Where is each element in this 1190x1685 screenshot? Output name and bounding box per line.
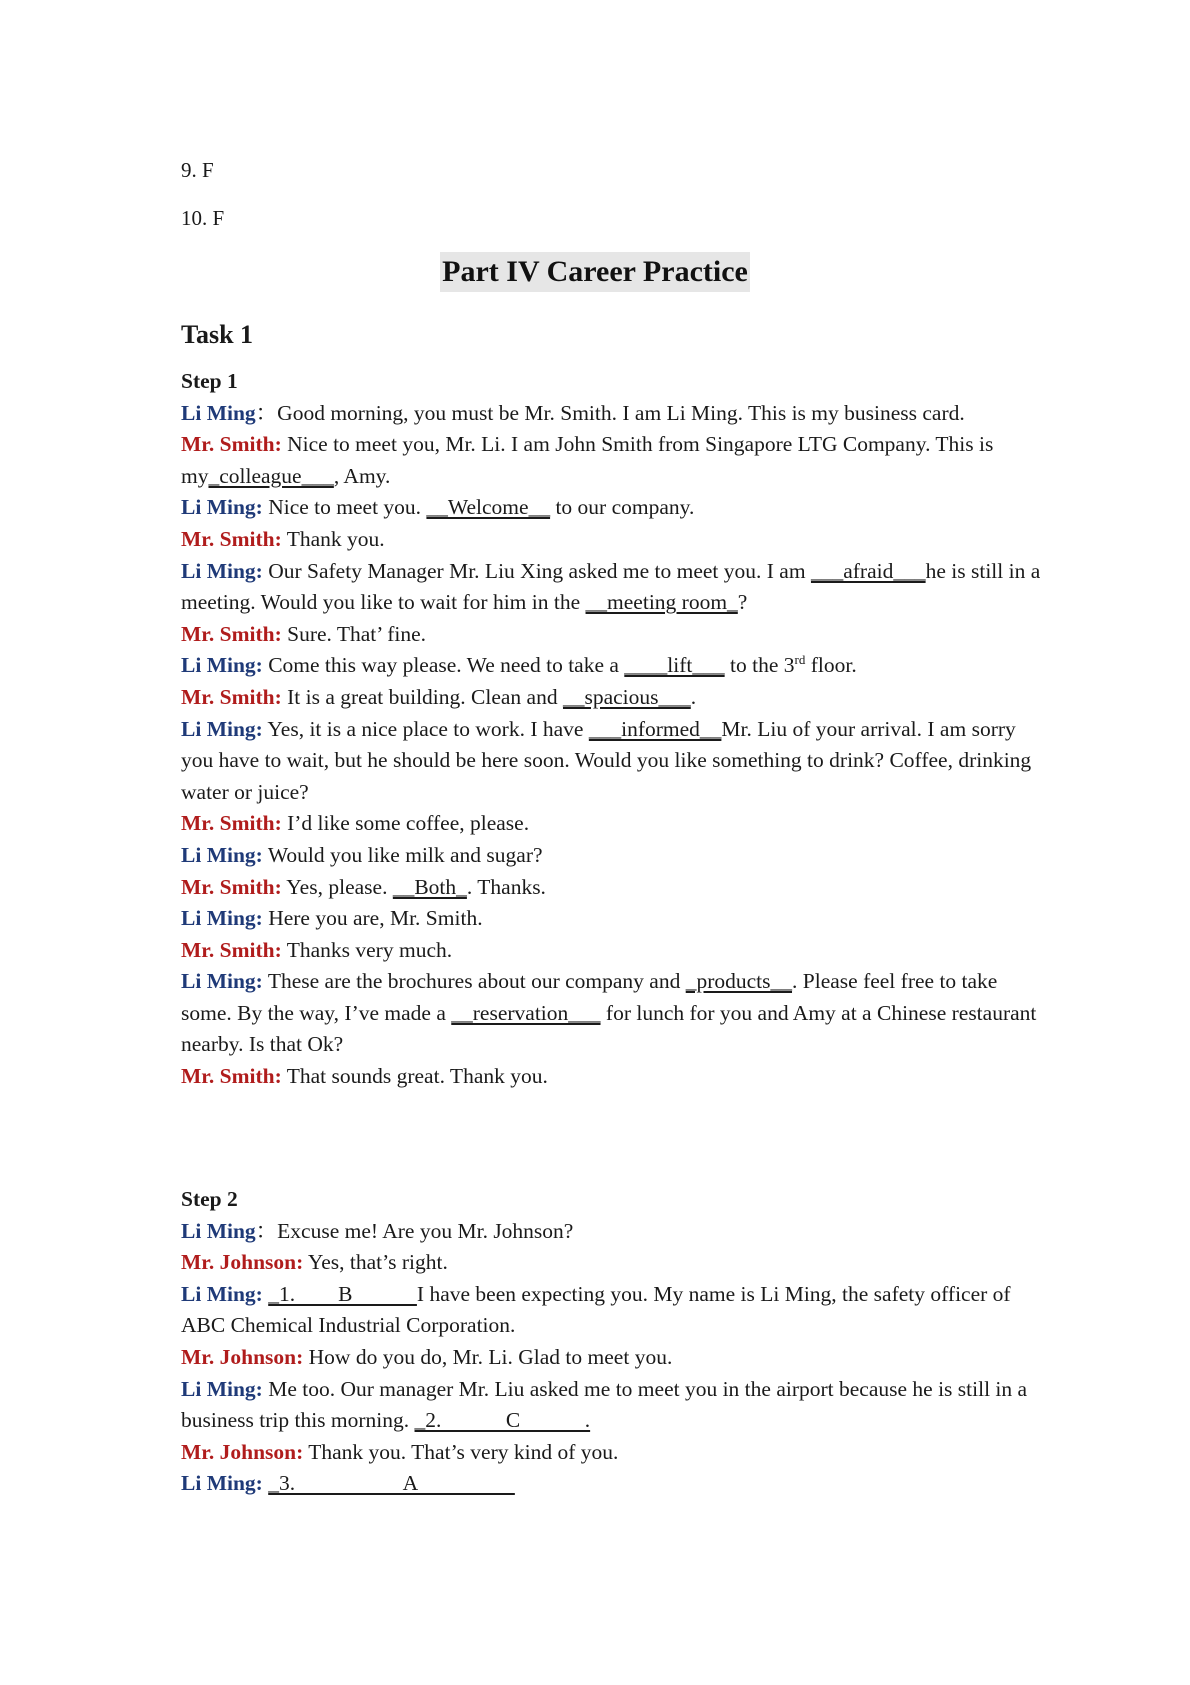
step1-section — [181, 366, 1041, 1093]
dialogue-text: Thank you. — [281, 526, 385, 551]
dialogue-text: Yes, it is a nice place to work. I have — [262, 716, 589, 741]
speaker-name: Li Ming — [181, 400, 256, 425]
filled-blank: ___informed__ — [588, 716, 722, 741]
speaker-name: Li Ming: — [181, 1281, 263, 1306]
dialogue-line — [181, 1374, 1041, 1437]
dialogue-text: Yes, that’s right. — [303, 1250, 448, 1275]
answer-9: 9. F — [181, 158, 214, 182]
speaker-name: Li Ming: — [181, 1471, 263, 1496]
dialogue-text: Here you are, Mr. Smith. — [262, 906, 483, 931]
dialogue-text: Thanks very much. — [281, 937, 453, 962]
dialogue-line — [181, 1216, 1041, 1248]
speaker-name: Li Ming — [181, 1218, 256, 1243]
dialogue-line — [181, 556, 1041, 619]
dialogue-line — [181, 682, 1041, 714]
dialogue-text: . Thanks. — [466, 874, 546, 899]
speaker-name: Mr. Smith: — [181, 937, 282, 962]
filled-blank: _2. C . — [414, 1408, 591, 1433]
speaker-name: Mr. Smith: — [181, 811, 282, 836]
dialogue-text: floor. — [805, 653, 857, 678]
dialogue-text: . — [690, 684, 697, 709]
step2-label: Step 2 — [181, 1187, 238, 1211]
speaker-name: Li Ming: — [181, 495, 263, 520]
speaker-name: Mr. Smith: — [181, 621, 282, 646]
filled-blank: _colleague___ — [208, 463, 334, 488]
dialogue-line — [181, 1437, 1041, 1469]
dialogue-line — [181, 429, 1041, 492]
dialogue-line — [181, 524, 1041, 556]
filled-blank: ___afraid___ — [810, 558, 926, 583]
part-title: Part IV Career Practice — [440, 252, 750, 292]
dialogue-line — [181, 872, 1041, 904]
speaker-name: Mr. Smith: — [181, 874, 282, 899]
dialogue-text: It is a great building. Clean and — [281, 684, 563, 709]
filled-blank: __Welcome__ — [426, 495, 551, 520]
dialogue-text: Nice to meet you. — [262, 495, 427, 520]
dialogue-line — [181, 935, 1041, 967]
dialogue-text: How do you do, Mr. Li. Glad to meet you. — [303, 1344, 673, 1369]
speaker-name: Mr. Johnson: — [181, 1344, 304, 1369]
part-title-row — [0, 252, 1190, 292]
dialogue-line — [181, 1279, 1041, 1342]
dialogue-text: I’d like some coffee, please. — [281, 811, 530, 836]
dialogue-text: ：Good morning, you must be Mr. Smith. I am Li Ming. This is my business card. — [255, 400, 965, 425]
filled-blank: __reservation___ — [451, 1000, 601, 1025]
dialogue-line — [181, 714, 1041, 809]
speaker-name: Li Ming: — [181, 716, 263, 741]
dialogue-text: Mr. Liu of your arrival. I am sorry you have to wait, but he should be here soon. Would you like something to drink? Coffee, drinking water or juice? — [181, 716, 1032, 804]
dialogue-text: to the 3 — [724, 653, 795, 678]
speaker-name: Mr. Smith: — [181, 1064, 282, 1089]
speaker-name: Li Ming: — [181, 558, 263, 583]
dialogue-text: he is still in a meeting. Would you like to wait for him in the — [181, 558, 1041, 615]
dialogue-text: Me too. Our manager Mr. Liu asked me to meet you in the airport because he is still in a business trip this morning. — [181, 1376, 1028, 1433]
speaker-name: Mr. Smith: — [181, 684, 282, 709]
step2-section — [181, 1184, 1041, 1500]
dialogue-text: Would you like milk and sugar? — [262, 842, 543, 867]
superscript: rd — [794, 652, 806, 668]
filled-blank: __Both_ — [392, 874, 467, 899]
speaker-name: Li Ming: — [181, 653, 263, 678]
dialogue-line — [181, 398, 1041, 430]
step2-dialogue — [181, 1216, 1041, 1500]
filled-blank: _1. B — [268, 1281, 417, 1306]
step1-dialogue — [181, 398, 1041, 1093]
dialogue-line — [181, 1468, 1041, 1500]
dialogue-line — [181, 1342, 1041, 1374]
speaker-name: Mr. Johnson: — [181, 1439, 304, 1464]
filled-blank: __meeting room_ — [585, 590, 738, 615]
dialogue-line — [181, 492, 1041, 524]
dialogue-text: Come this way please. We need to take a — [262, 653, 625, 678]
filled-blank: _3. A — [268, 1471, 515, 1496]
dialogue-text: That sounds great. Thank you. — [281, 1064, 548, 1089]
speaker-name: Mr. Smith: — [181, 526, 282, 551]
filled-blank: __spacious___ — [562, 684, 691, 709]
answer-10: 10. F — [181, 206, 225, 230]
dialogue-text: Our Safety Manager Mr. Liu Xing asked me to meet you. I am — [262, 558, 811, 583]
dialogue-text: I have been expecting you. My name is Li Ming, the safety officer of ABC Chemical Industrial Corporation. — [181, 1281, 1011, 1338]
dialogue-text: . Please feel free to take some. By the way, I’ve made a — [181, 969, 998, 1025]
dialogue-line — [181, 650, 1041, 682]
dialogue-text: Thank you. That’s very kind of you. — [303, 1439, 619, 1464]
speaker-name: Li Ming: — [181, 906, 263, 931]
dialogue-text: Nice to meet you, Mr. Li. I am John Smith from Singapore LTG Company. This is my — [181, 432, 994, 488]
dialogue-line — [181, 903, 1041, 935]
filled-blank: _products__ — [685, 969, 793, 994]
speaker-name: Li Ming: — [181, 1376, 263, 1401]
speaker-name: Mr. Johnson: — [181, 1250, 304, 1275]
speaker-name: Mr. Smith: — [181, 432, 282, 457]
dialogue-text: , Amy. — [333, 463, 391, 488]
dialogue-text: ：Excuse me! Are you Mr. Johnson? — [255, 1218, 574, 1243]
dialogue-text: ? — [737, 590, 748, 615]
dialogue-text: These are the brochures about our company and — [262, 969, 686, 994]
dialogue-line — [181, 966, 1041, 1061]
step1-label: Step 1 — [181, 369, 238, 393]
dialogue-line — [181, 1061, 1041, 1093]
dialogue-line — [181, 840, 1041, 872]
dialogue-text: Sure. That’ fine. — [281, 621, 427, 646]
dialogue-text: for lunch for you and Amy at a Chinese restaurant nearby. Is that Ok? — [181, 1000, 1037, 1057]
task-title: Task 1 — [181, 320, 254, 349]
dialogue-text: Yes, please. — [281, 874, 393, 899]
dialogue-text: to our company. — [550, 495, 695, 520]
speaker-name: Li Ming: — [181, 969, 263, 994]
filled-blank: ____lift___ — [624, 653, 725, 678]
speaker-name: Li Ming: — [181, 842, 263, 867]
dialogue-line — [181, 1247, 1041, 1279]
dialogue-line — [181, 619, 1041, 651]
dialogue-line — [181, 808, 1041, 840]
